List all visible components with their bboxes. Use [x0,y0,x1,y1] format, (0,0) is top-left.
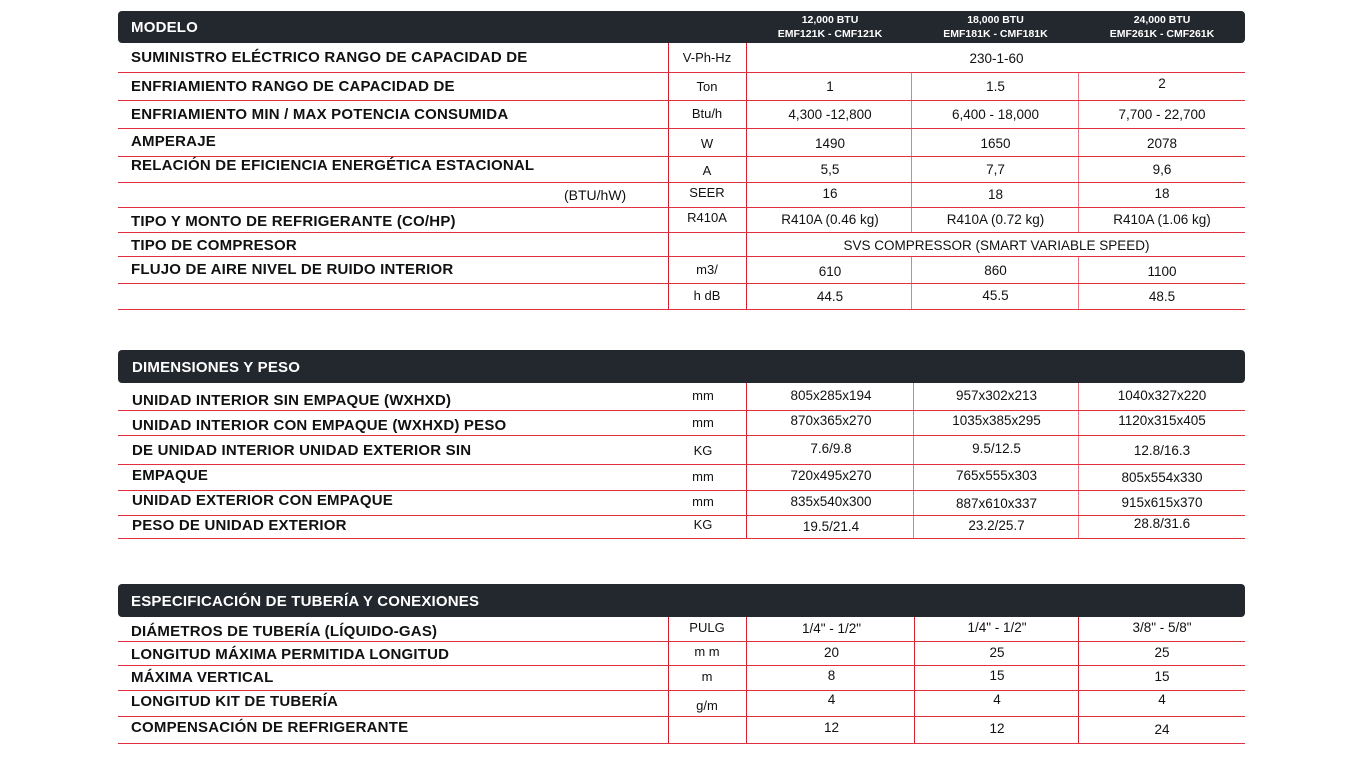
row-value: 15 [1154,669,1170,684]
row-label: DE UNIDAD INTERIOR UNIDAD EXTERIOR SIN [132,442,472,459]
row-value: 12 [823,720,840,735]
row-value: R410A (0.46 kg) [781,212,879,227]
row-value: 9,6 [1152,162,1172,177]
section-header-modelo [118,11,1245,43]
row-value: 48.5 [1148,289,1176,304]
row-value: 20 [823,645,840,660]
row-unit: mm [692,388,714,403]
row-value: 1 [826,79,834,94]
row-value: 7,7 [986,162,1005,177]
row-value: 2 [1158,76,1166,91]
row-divider [118,256,1245,257]
row-divider [118,743,1245,744]
row-value: 28.8/31.6 [1133,516,1191,531]
grid-line [746,43,747,309]
row-value-span: 230-1-60 [969,51,1024,66]
row-label: ENFRIAMIENTO RANGO DE CAPACIDAD DE [131,78,455,95]
row-unit: KG [693,443,713,458]
row-divider [118,490,1245,491]
spec-table-tuberia [118,584,1245,746]
row-value: 4,300 -12,800 [788,107,872,122]
row-value: 12 [989,721,1005,736]
model-header-3 [1079,13,1245,41]
row-value: 3/8" - 5/8" [1132,620,1192,635]
row-value: 7,700 - 22,700 [1118,107,1206,122]
row-divider [118,410,1245,411]
row-value: 1/4" - 1/2" [801,621,862,636]
row-divider [118,207,1245,208]
row-unit: mm [692,415,714,430]
row-unit: mm [692,494,714,509]
row-value-span: SVS COMPRESSOR (SMART VARIABLE SPEED) [843,238,1150,253]
row-divider [118,665,1245,666]
row-value: 23.2/25.7 [968,518,1025,533]
row-unit: m m [694,644,720,659]
row-label: FLUJO DE AIRE NIVEL DE RUIDO INTERIOR [131,261,454,278]
model-capacity: 24,000 BTU [1133,14,1191,26]
section-title: DIMENSIONES Y PESO [132,359,301,376]
row-label: UNIDAD INTERIOR SIN EMPAQUE (WXHXD) [132,392,452,409]
row-value: 24 [1154,722,1170,737]
row-value: 19.5/21.4 [802,519,860,534]
row-value: 915x615x370 [1121,495,1203,510]
row-unit: mm [692,469,714,484]
model-header-2 [912,13,1079,41]
row-value: 18 [1154,186,1170,201]
row-label: UNIDAD EXTERIOR CON EMPAQUE [132,492,393,509]
row-value: 15 [989,668,1005,683]
row-label: COMPENSACIÓN DE REFRIGERANTE [131,719,409,736]
row-divider [118,538,1245,539]
row-value: 45.5 [982,288,1009,303]
row-divider [118,309,1245,310]
row-value: 1/4" - 1/2" [967,620,1027,635]
row-value: 860 [984,263,1007,278]
section-header-dimensiones [118,350,1245,383]
row-divider [118,716,1245,717]
row-unit: SEER [689,185,725,200]
row-value: 6,400 - 18,000 [951,107,1040,122]
row-unit: m3/ [696,262,718,277]
row-label: EMPAQUE [132,467,209,484]
row-value: 805x554x330 [1121,470,1203,485]
grid-line [911,72,912,232]
row-value: 610 [818,264,842,279]
spec-table-modelo [118,11,1245,311]
row-label: LONGITUD MÁXIMA PERMITIDA LONGITUD [131,646,450,663]
spec-table-dimensiones [118,350,1245,542]
row-label-suffix: (BTU/hW) [564,187,627,203]
row-divider [118,464,1245,465]
row-label: UNIDAD INTERIOR CON EMPAQUE (WXHXD) PESO [132,417,507,434]
row-divider [118,690,1245,691]
row-value: 2078 [1146,136,1178,151]
row-value: 1650 [980,136,1011,151]
row-unit: KG [693,517,713,532]
row-value: R410A (0.72 kg) [946,212,1045,227]
model-code: EMF261K - CMF261K [1109,28,1215,40]
row-unit: R410A [687,210,727,225]
row-unit: g/m [696,698,718,713]
row-value: 25 [989,645,1005,660]
row-unit: h dB [693,288,721,303]
row-value: 25 [1154,645,1170,660]
section-title: ESPECIFICACIÓN DE TUBERÍA Y CONEXIONES [131,593,480,610]
row-value: 1100 [1147,264,1177,279]
row-label: PESO DE UNIDAD EXTERIOR [132,517,347,534]
row-value: 835x540x300 [790,494,872,509]
section-title: MODELO [131,19,199,36]
row-value: 1.5 [986,79,1005,94]
section-header-tuberia [118,584,1245,617]
row-divider [118,128,1245,129]
row-value: 1035x385x295 [952,413,1041,428]
row-unit: V-Ph-Hz [682,50,732,65]
row-value: 1040x327x220 [1117,388,1207,403]
grid-line [1078,72,1079,232]
row-value: 4 [827,692,836,707]
row-unit: A [702,163,712,178]
row-value: R410A (1.06 kg) [1113,212,1211,227]
row-divider [118,182,1245,183]
row-value: 16 [822,186,838,201]
model-code: EMF181K - CMF181K [943,28,1048,40]
row-value: 765x555x303 [955,468,1038,483]
row-value: 870x365x270 [790,413,872,428]
row-value: 8 [827,668,836,683]
row-unit: m [701,669,713,684]
row-label: TIPO Y MONTO DE REFRIGERANTE (CO/HP) [131,213,456,230]
row-divider [118,435,1245,436]
row-divider [118,100,1245,101]
row-value: 720x495x270 [790,468,872,483]
row-divider [118,72,1245,73]
row-unit: Btu/h [691,106,723,121]
row-value: 18 [987,187,1004,202]
row-value: 12.8/16.3 [1133,443,1191,458]
row-divider [118,232,1245,233]
model-capacity: 12,000 BTU [801,14,859,26]
row-label: DIÁMETROS DE TUBERÍA (LÍQUIDO-GAS) [131,623,438,640]
row-label: AMPERAJE [131,133,216,150]
row-value: 4 [1158,692,1166,707]
row-value: 9.5/12.5 [972,441,1021,456]
row-label: SUMINISTRO ELÉCTRICO RANGO DE CAPACIDAD DE [131,49,528,66]
row-divider [118,283,1245,284]
row-label: MÁXIMA VERTICAL [131,669,274,686]
model-capacity: 18,000 BTU [967,14,1024,26]
row-value: 7.6/9.8 [810,441,852,456]
grid-line [746,617,747,743]
row-unit: Ton [696,79,718,94]
row-value: 4 [993,692,1001,707]
row-value: 5,5 [820,162,840,177]
row-value: 887x610x337 [955,496,1038,511]
row-value: 805x285x194 [790,388,872,403]
row-value: 957x302x213 [955,388,1038,403]
row-value: 1490 [814,136,846,151]
row-label: ENFRIAMIENTO MIN / MAX POTENCIA CONSUMIDA [131,106,509,123]
row-label: LONGITUD KIT DE TUBERÍA [131,693,339,710]
row-label: RELACIÓN DE EFICIENCIA ENERGÉTICA ESTACIONAL [131,157,535,174]
row-value: 44.5 [816,289,844,304]
row-divider [118,641,1245,642]
model-header-1 [748,13,912,41]
model-code: EMF121K - CMF121K [777,28,883,40]
row-value: 1120x315x405 [1118,413,1206,428]
row-unit: W [700,136,714,151]
row-divider [118,515,1245,516]
row-label: TIPO DE COMPRESOR [131,237,297,254]
row-unit: PULG [689,620,725,635]
